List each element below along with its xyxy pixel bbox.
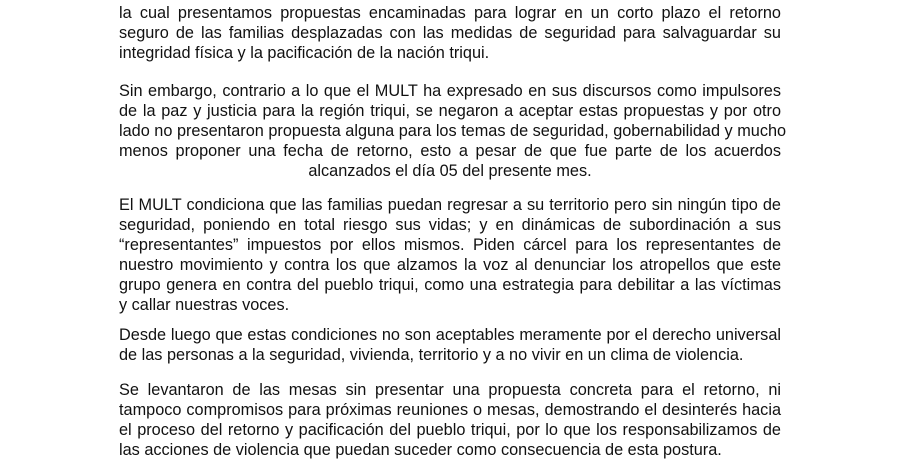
paragraph-3-line-1: El MULT condiciona que las familias puedan regresar a su territorio pero sin ningún tipo de bbox=[119, 196, 781, 214]
paragraph-3-line-6: y callar nuestras voces. bbox=[119, 296, 290, 314]
paragraph-3-line-5: grupo genera en contra del pueblo triqui, como una estrategia para debilitar a las víctimas bbox=[119, 276, 781, 294]
paragraph-1-line-3: integridad física y la pacificación de la nación triqui. bbox=[119, 44, 490, 62]
paragraph-4-line-1: Desde luego que estas condiciones no son aceptables meramente por el derecho universal bbox=[119, 326, 781, 344]
paragraph-2-line-2: de la paz y justicia para la región triqui, se negaron a aceptar estas propuestas y por otro bbox=[119, 102, 781, 120]
paragraph-5-line-3: el proceso del retorno y pacificación del pueblo triqui, por lo que los responsabilizamos de bbox=[119, 421, 781, 439]
paragraph-5-line-4: las acciones de violencia que puedan suceder como consecuencia de esta postura. bbox=[119, 441, 722, 459]
paragraph-2-line-1: Sin embargo, contrario a lo que el MULT ha expresado en sus discursos como impulsores bbox=[119, 82, 781, 100]
paragraph-3-line-2: seguridad, poniendo en total riesgo sus vidas; y en dinámicas de subordinación a sus bbox=[119, 216, 781, 234]
paragraph-4-line-2: de las personas a la seguridad, vivienda, territorio y a no vivir en un clima de violencia. bbox=[119, 346, 744, 364]
paragraph-5-line-2: tampoco compromisos para próximas reuniones o mesas, demostrando el desinterés hacia bbox=[119, 401, 781, 419]
paragraph-2-line-5: alcanzados el día 05 del presente mes. bbox=[308, 162, 592, 180]
paragraph-1-line-1: la cual presentamos propuestas encaminadas para lograr en un corto plazo el retorno bbox=[119, 4, 781, 22]
paragraph-1-line-2: seguro de las familias desplazadas con las medidas de seguridad para salvaguardar su bbox=[119, 24, 781, 42]
paragraph-3-line-3: “representantes” impuestos por ellos mismos. Piden cárcel para los representantes de bbox=[119, 236, 781, 254]
paragraph-5-line-1: Se levantaron de las mesas sin presentar una propuesta concreta para el retorno, ni bbox=[119, 381, 781, 399]
paragraph-2-line-4: menos proponer una fecha de retorno, esto a pesar de que fue parte de los acuerdos bbox=[119, 142, 781, 160]
paragraph-3-line-4: nuestro movimiento y contra los que alzamos la voz al denunciar los atropellos que este bbox=[119, 256, 781, 274]
paragraph-2-line-3: lado no presentaron propuesta alguna para los temas de seguridad, gobernabilidad y mucho bbox=[119, 122, 787, 140]
